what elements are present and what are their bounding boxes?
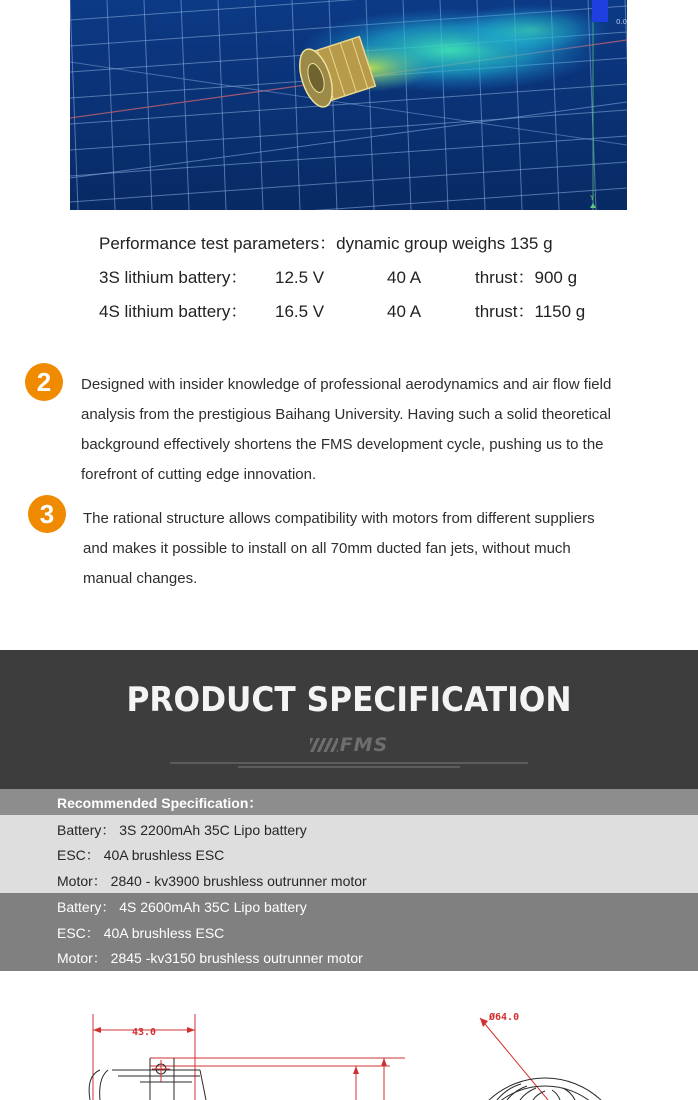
performance-parameters [99, 232, 659, 334]
brand-logo [0, 734, 698, 756]
feature-text [81, 370, 611, 490]
performance-row-4s [99, 300, 659, 334]
feature-line: Designed with insider knowledge of professional aerodynamics and air flow field [81, 376, 612, 393]
voltage-value: 12.5 V [275, 268, 325, 287]
number-badge: 2 [25, 363, 63, 401]
spec-set-3s [0, 815, 698, 893]
thrust-value: thrust：900 g [475, 268, 578, 287]
spec-esc: ESC： 40A brushless ESC [57, 847, 225, 863]
feature-line: forefront of cutting edge innovation. [81, 466, 317, 483]
feature-line: and makes it possible to install on all 70mm ducted fan jets, without much [83, 540, 571, 557]
banner-title: PRODUCT SPECIFICATION [126, 680, 572, 720]
logo-stripes-icon [310, 738, 338, 752]
dimension-diameter-label: Ø64.0 [489, 1012, 520, 1023]
technical-drawing [0, 1000, 698, 1100]
feature-text [83, 504, 595, 594]
cfd-simulation-image [70, 0, 627, 210]
spec-motor: Motor： 2845 -kv3150 brushless outrunner motor [57, 950, 363, 966]
spec-esc: ESC： 40A brushless ESC [57, 925, 225, 941]
spec-heading: Recommended Specification： [57, 795, 263, 811]
dimension-length-label: 43.0 [132, 1027, 157, 1038]
thrust-value: thrust：1150 g [475, 302, 586, 321]
spec-motor: Motor： 2840 - kv3900 brushless outrunner motor [57, 873, 367, 889]
feature-line: analysis from the prestigious Baihang University. Having such a solid theoretical [81, 406, 611, 423]
current-value: 40 A [387, 302, 422, 321]
feature-line: The rational structure allows compatibility with motors from different suppliers [83, 510, 595, 527]
performance-row-3s [99, 266, 659, 300]
battery-label: 3S lithium battery： [99, 268, 248, 287]
voltage-value: 16.5 V [275, 302, 325, 321]
feature-line: manual changes. [83, 570, 198, 587]
fine-print-decoration [170, 760, 528, 770]
spec-heading-bar [0, 789, 698, 815]
performance-title: Performance test parameters：dynamic group weighs 135 g [99, 234, 553, 253]
brand-name: FMS [339, 734, 389, 756]
current-value: 40 A [387, 268, 422, 287]
svg-text:Y: Y [590, 194, 595, 202]
number-badge: 3 [28, 495, 66, 533]
feature-line: background effectively shortens the FMS development cycle, pushing us to the [81, 436, 604, 453]
svg-text:0.0: 0.0 [616, 18, 627, 26]
feature-compatibility [0, 494, 698, 604]
spec-battery: Battery： 4S 2600mAh 35C Lipo battery [57, 899, 307, 915]
spec-battery: Battery： 3S 2200mAh 35C Lipo battery [57, 822, 307, 838]
feature-aerodynamics [0, 362, 698, 492]
product-specification-banner [0, 650, 698, 789]
battery-label: 4S lithium battery： [99, 302, 248, 321]
spec-set-4s [0, 893, 698, 971]
